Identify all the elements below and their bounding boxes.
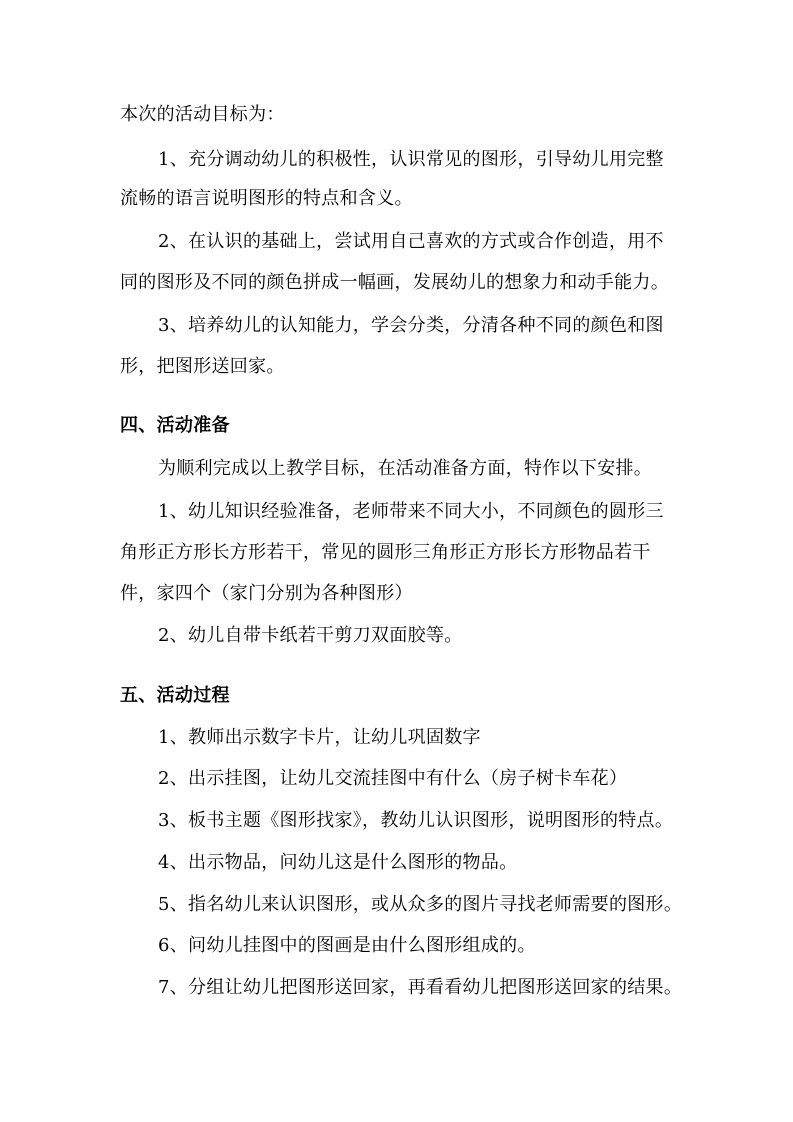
goal-2-line-1: 2、在认识的基础上，尝试用自己喜欢的方式或合作创造，用不 xyxy=(158,231,664,252)
goal-1-line-2: 流畅的语言说明图形的特点和含义。 xyxy=(120,188,413,209)
section-4-heading: 四、活动准备 xyxy=(120,415,230,436)
process-step-6: 6、问幼儿挂图中的图画是由什么图形组成的。 xyxy=(158,935,536,956)
section-5-heading: 五、活动过程 xyxy=(120,685,230,706)
process-step-7: 7、分组让幼儿把图形送回家，再看看幼儿把图形送回家的结果。 xyxy=(158,977,683,998)
process-step-3: 3、板书主题《图形找家》，教幼儿认识图形，说明图形的特点。 xyxy=(158,810,674,831)
goal-1-line-1: 1、充分调动幼儿的积极性，认识常见的图形，引导幼儿用完整 xyxy=(158,149,664,170)
goal-2-line-2: 同的图形及不同的颜色拼成一幅画，发展幼儿的想象力和动手能力。 xyxy=(120,272,669,293)
process-step-1: 1、教师出示数字卡片，让幼儿巩固数字 xyxy=(158,727,481,748)
goal-3-line-1: 3、培养幼儿的认知能力，学会分类，分清各种不同的颜色和图 xyxy=(158,315,664,336)
prep-item-1-line-2: 角形正方形长方形若干，常见的圆形三角形正方形长方形物品若干 xyxy=(120,542,651,563)
process-step-2: 2、出示挂图，让幼儿交流挂图中有什么（房子树卡车花） xyxy=(158,768,628,789)
goal-3-line-2: 形，把图形送回家。 xyxy=(120,356,285,377)
goals-intro: 本次的活动目标为： xyxy=(120,104,285,125)
process-step-5: 5、指名幼儿来认识图形，或从众多的图片寻找老师需要的图形。 xyxy=(158,894,683,915)
section-4-intro: 为顺利完成以上教学目标，在活动准备方面，特作以下安排。 xyxy=(158,458,653,479)
prep-item-2: 2、幼儿自带卡纸若干剪刀双面胶等。 xyxy=(158,625,463,646)
process-step-4: 4、出示物品，问幼儿这是什么图形的物品。 xyxy=(158,852,518,873)
prep-item-1-line-3: 件，家四个（家门分别为各种图形） xyxy=(120,583,413,604)
prep-item-1-line-1: 1、幼儿知识经验准备，老师带来不同大小，不同颜色的圆形三 xyxy=(158,501,664,522)
